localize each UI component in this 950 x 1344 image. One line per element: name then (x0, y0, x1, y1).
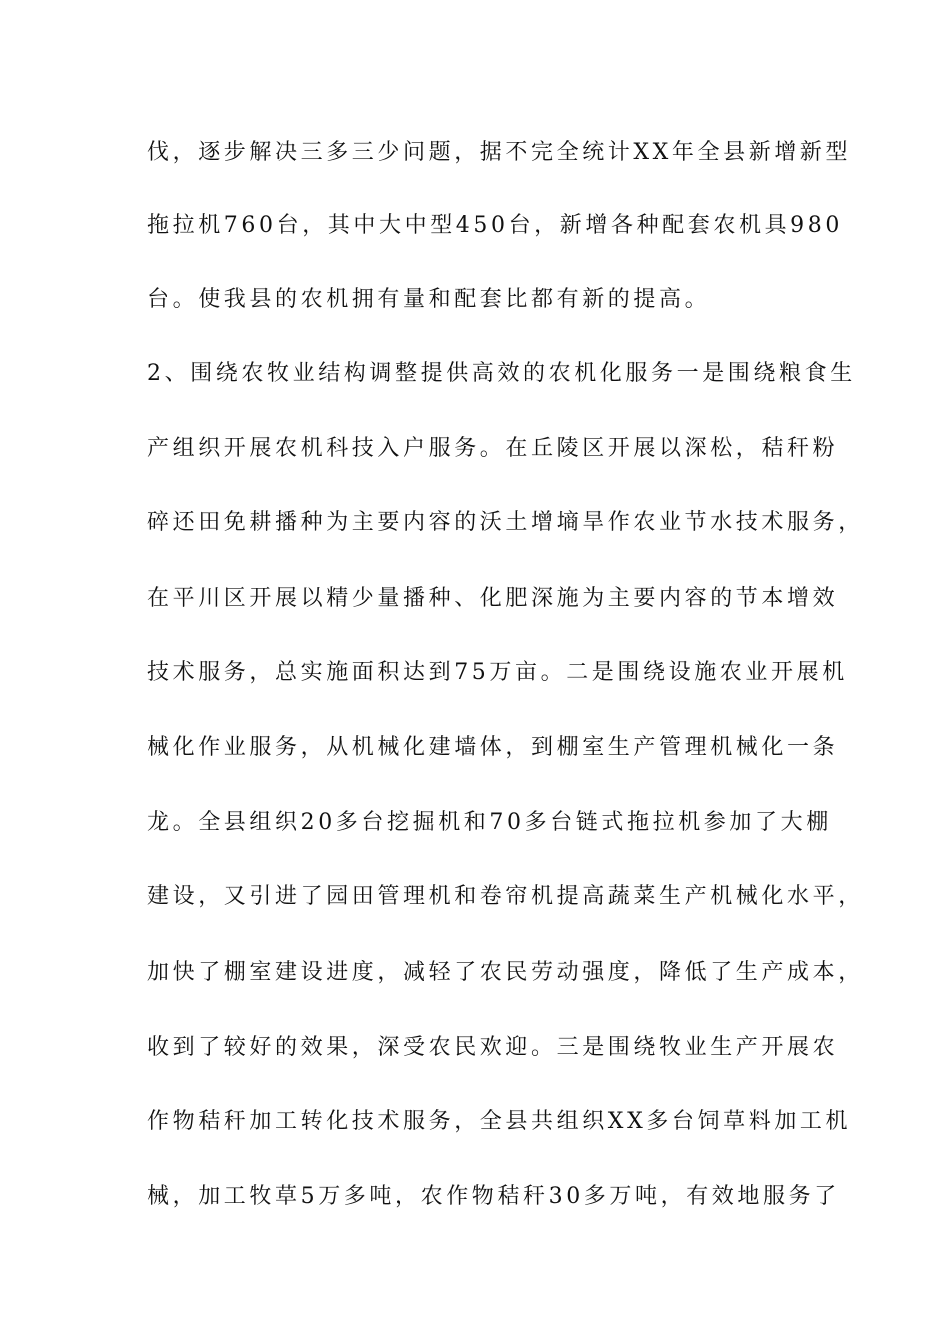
paragraph-line: 龙。全县组织20多台挖掘机和70多台链式拖拉机参加了大棚 (147, 810, 832, 835)
paragraph-line: 产组织开展农机科技入户服务。在丘陵区开展以深松，秸秆粉 (147, 436, 839, 461)
paragraph-line: 2、围绕农牧业结构调整提供高效的农机化服务一是围绕粮食生 (147, 361, 856, 386)
paragraph-line: 技术服务，总实施面积达到75万亩。二是围绕设施农业开展机 (147, 660, 848, 685)
paragraph-line: 碎还田免耕播种为主要内容的沃土增墒旱作农业节水技术服务， (147, 510, 864, 535)
paragraph-line: 在平川区开展以精少量播种、化肥深施为主要内容的节本增效 (147, 586, 839, 611)
paragraph-line: 械，加工牧草5万多吨，农作物秸秆30多万吨，有效地服务了 (147, 1184, 840, 1209)
paragraph-line: 建设，又引进了园田管理机和卷帘机提高蔬菜生产机械化水平， (147, 884, 864, 909)
paragraph-line: 台。使我县的农机拥有量和配套比都有新的提高。 (147, 287, 711, 312)
paragraph-line: 拖拉机760台，其中大中型450台，新增各种配套农机具980 (147, 213, 843, 238)
paragraph-line: 收到了较好的效果，深受农民欢迎。三是围绕牧业生产开展农 (147, 1035, 839, 1060)
paragraph-line: 作物秸秆加工转化技术服务，全县共组织XX多台饲草料加工机 (147, 1109, 852, 1134)
paragraph-line: 加快了棚室建设进度，减轻了农民劳动强度，降低了生产成本， (147, 960, 864, 985)
paragraph-line: 伐，逐步解决三多三少问题，据不完全统计XX年全县新增新型 (147, 140, 852, 165)
paragraph-line: 械化作业服务，从机械化建墙体，到棚室生产管理机械化一条 (147, 735, 839, 760)
